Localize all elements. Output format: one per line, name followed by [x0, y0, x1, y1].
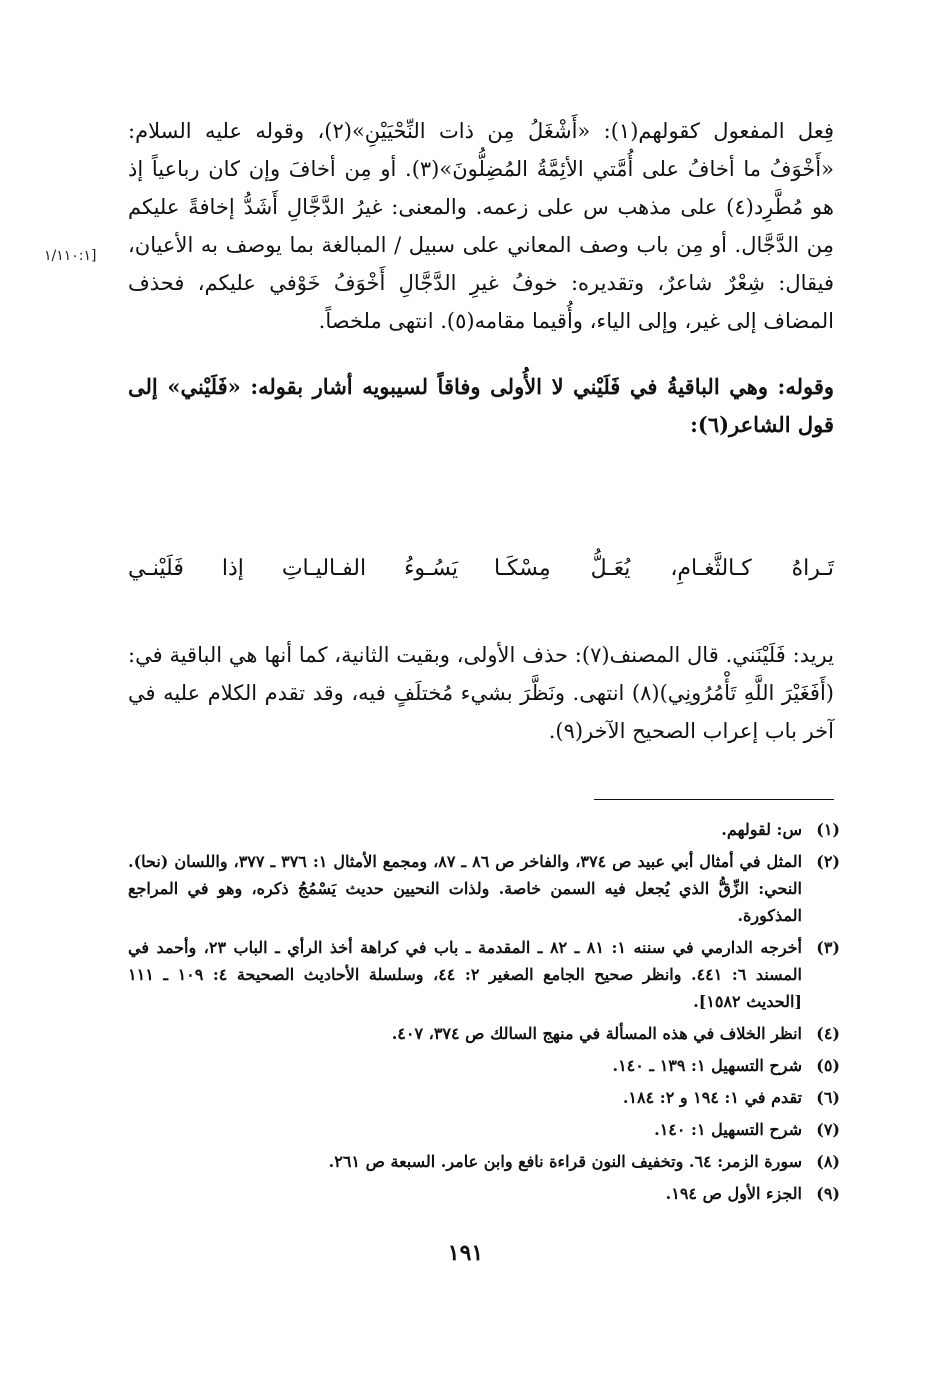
- page-number: ١٩١: [447, 1240, 484, 1266]
- paragraph-3: يريد: فَلَيْنَني. قال المصنف(٧): حذف الأولى، وبقيت الثانية، كما أنها هي الباقية في: (أَفَغَيْرَ اللَّهِ تَأْمُرُونِي)(٨) انتهى. ونَظَّرَ بشيء مُختلَفٍ فيه، وقد تقدم الكلام عليه في آخر باب إعراب الصحيح الآخر(٩).: [128, 643, 834, 743]
- footnote: [128, 1020, 840, 1047]
- margin-page-reference: [١/١١٠:١: [44, 248, 97, 264]
- footnote-text: شرح التسهيل ١: ١٤٠.: [654, 1120, 802, 1139]
- footnote-number: (٨): [816, 1152, 840, 1171]
- footnote: [128, 848, 840, 929]
- footnote-text: المثل في أمثال أبي عبيد ص ٣٧٤، والفاخر ص ٨٦ ـ ٨٧، ومجمع الأمثال ١: ٣٧٦ ـ ٣٧٧، واللسان (نحا). النحي: الزِّقُّ الذي يُجعل فيه السمن خاصة. ولذات النحيين حديث يَسْمُجُ ذكره، وهو في المراجع المذكورة.: [128, 852, 803, 925]
- footnote: [128, 1148, 840, 1175]
- footnote-number: (١): [816, 820, 840, 839]
- verse-second-hemistich: يَسُـوءُ الفـاليـاتِ إذا فَلَيْنـي: [128, 556, 458, 581]
- verse-first-hemistich: تَـراهُ كـالثَّغـامِ، يُعَـلُّ مِسْكَـا: [494, 556, 834, 581]
- footnote: [128, 934, 840, 1015]
- footnote-text: انظر الخلاف في هذه المسألة في منهج السالك ص ٣٧٤، ٤٠٧.: [391, 1024, 802, 1043]
- footnote-text: شرح التسهيل ١: ١٣٩ ـ ١٤٠.: [612, 1056, 802, 1075]
- footnote-number: (٢): [816, 852, 840, 871]
- footnote-number: (٤): [816, 1024, 840, 1043]
- footnote: [128, 1052, 840, 1079]
- footnote-text: س: لقولهم.: [721, 820, 802, 839]
- footnote-number: (٦): [816, 1088, 840, 1107]
- footnote-number: (٩): [816, 1184, 840, 1203]
- footnote: [128, 816, 840, 843]
- footnote-text: سورة الزمر: ٦٤. وتخفيف النون قراءة نافع وابن عامر. السبعة ص ٢٦١.: [328, 1152, 802, 1171]
- footnote: [128, 1084, 840, 1111]
- footnote: [128, 1116, 840, 1143]
- footnote-number: (٥): [816, 1056, 840, 1075]
- footnote-number: (٧): [816, 1120, 840, 1139]
- main-text: [128, 112, 834, 444]
- footnote-text: تقدم في ١: ١٩٤ و ٢: ١٨٤.: [622, 1088, 802, 1107]
- footnote-separator: [594, 799, 834, 800]
- footnote: [128, 1180, 840, 1207]
- paragraph-2: وقوله: وهي الباقيةُ في فَلَيْني لا الأُولى وفاقاً لسيبويه أشار بقوله: «فَلَيْني» إلى قول الشاعر(٦):: [128, 374, 834, 437]
- footnote-text: أخرجه الدارمي في سننه ١: ٨١ ـ ٨٢ ـ المقدمة ـ باب في كراهة أخذ الرأي ـ الباب ٢٣، وأحمد في المسند ٦: ٤٤١. وانظر صحيح الجامع الصغير ٢: ٤٤، وسلسلة الأحاديث الصحيحة ٤: ١٠٩ ـ ١١١ [الحديث ١٥٨٢].: [128, 938, 803, 1011]
- footnotes: [128, 816, 840, 1212]
- paragraph-1: فِعل المفعول كقولهم(١): «أَشْغَلُ مِن ذات النِّحْيَيْنِ»(٢)، وقوله عليه السلام: «أَخْوَفُ ما أخافُ على أُمَّتي الأئِمَّةُ المُضِلُّونَ»(٣). أو مِن أخافَ وإن كان رباعياً إذ هو مُطَّرِد(٤) على مذهب س على زعمه. والمعنى: غيرُ الدَّجَّالِ أَشَدُّ إخافةً عليكم مِن الدَّجَّال. أو مِن باب وصف المعاني على سبيل / المبالغة بما يوصف به الأعيان، فيقال: شِعْرٌ شاعرٌ، وتقديره: خوفُ غيرِ الدَّجَّالِ أَخْوَفُ خَوْفي عليكم، فحذف المضاف إلى غير، وإلى الياء، وأُقيما مقامه(٥). انتهى ملخصاً.: [128, 119, 835, 333]
- poetry-verse: [128, 556, 834, 602]
- footnote-text: الجزء الأول ص ١٩٤.: [665, 1184, 802, 1203]
- main-text-continued: [128, 636, 834, 750]
- footnote-number: (٣): [816, 938, 840, 957]
